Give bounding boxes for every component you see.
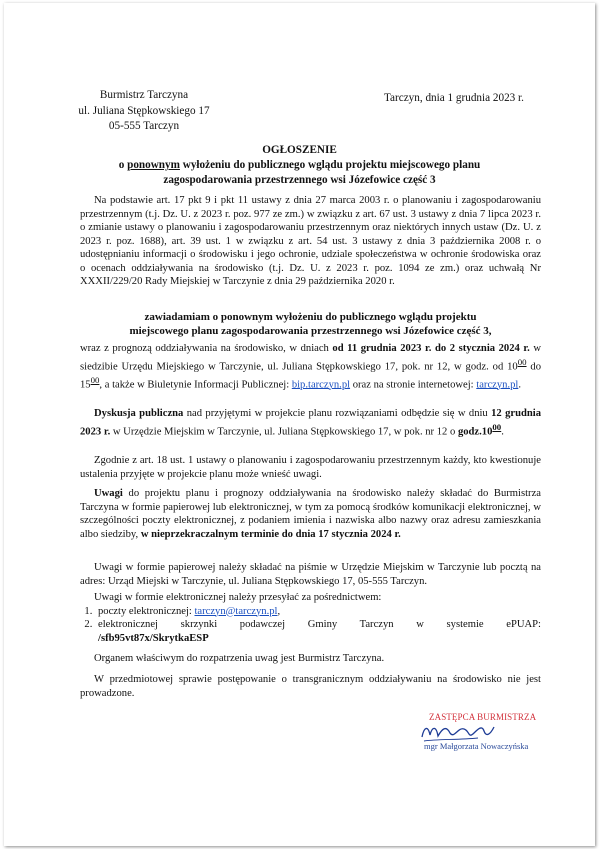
remarks-paragraph <box>80 487 541 541</box>
signature-stamp-title: ZASTĘPCA BURMISTRZA <box>429 712 537 722</box>
dates-text-3: do <box>526 361 541 373</box>
submission-channels-list <box>80 605 541 632</box>
paper-remarks-paragraph <box>80 561 541 588</box>
hour-to-minutes: 00 <box>90 374 100 385</box>
bip-link[interactable]: bip.tarczyn.pl <box>291 379 351 391</box>
announcement-subtitle-line1 <box>44 158 555 173</box>
dates-text-4: , a także w Biuletynie Informacji Publicznej: <box>99 379 292 391</box>
discussion-text-1: nad przyjętymi w projekcie planu rozwiązaniami odbędzie się w dniu <box>183 408 492 419</box>
hour-to: 15 <box>80 379 91 391</box>
sender-address <box>64 88 224 135</box>
email-link[interactable]: tarczyn@tarczyn.pl <box>194 605 278 617</box>
remarks-deadline: w nieprzekraczalnym terminie do dnia 17 stycznia 2024 r. <box>140 528 401 540</box>
legal-basis-text: Na podstawie art. 17 pkt 9 i pkt 11 ustawy z dnia 27 marca 2003 r. o planowaniu i zagospodarowaniu przestrzennym (t.j. Dz. U. z 2023 r. poz. 977 ze zm.) w związku z art. 67 ust. 3 ustawy z dnia 7 lipca 2023 r. o zmianie ustawy o planowaniu i zagospodarowaniu przestrzennym oraz niektórych innych ustaw (Dz. U. z 2023 r. poz. 1688), art. 39 ust. 1 w związku z art. 54 ust. 3 ustawy z dnia 3 października 2008 r. o udostępnianiu informacji o środowisku i jego ochronie, udziale społeczeństwa w ochronie środowiska oraz o ocenach oddziaływania na środowisko (t.j. Dz. U. z 2023 r. poz. 1094 ze zm.) oraz uchwałą Nr XXXII/229/20 Rady Miejskiej w Tarczynie z dnia 29 października 2020 r. <box>80 195 541 287</box>
epuap-label: elektronicznej skrzynki podawczej Gminy Tarczyn w systemie ePUAP: <box>98 619 541 630</box>
paper-remarks-text: Uwagi w formie papierowej należy składać na piśmie w Urzędzie Miejskim w Tarczynie lub pocztą na adres: Urząd Miejski w Tarczynie, ul. Juliana Stępkowskiego 17, 05-555 Tarczyn. <box>80 562 541 587</box>
discussion-paragraph <box>80 407 541 439</box>
legal-basis-paragraph <box>80 194 541 289</box>
dates-text-6: . <box>518 379 521 391</box>
subtitle-underlined-word: ponownym <box>127 159 180 171</box>
dates-paragraph <box>80 342 541 392</box>
sender-postal: 05-555 Tarczyn <box>108 120 180 132</box>
dates-text-1: wraz z prognozą oddziaływania na środowisko, w dniach <box>80 343 333 354</box>
remarks-label: Uwagi <box>94 488 123 499</box>
discussion-hour-minutes: 00 <box>492 421 502 432</box>
sender-street: ul. Juliana Stępkowskiego 17 <box>78 104 210 117</box>
electronic-remarks-section <box>80 591 541 645</box>
notice-line2: miejscowego planu zagospodarowania przestrzennego wsi Józefowice część 3, <box>129 324 492 337</box>
announcement-title: OGŁOSZENIE <box>262 144 337 156</box>
website-link[interactable]: tarczyn.pl <box>476 379 519 391</box>
notice-statement <box>80 311 541 338</box>
transboundary-text: W przedmiotowej sprawie postępowanie o transgranicznym oddziaływaniu na środowisko nie jest prowadzone. <box>80 674 541 699</box>
electronic-remarks-intro: Uwagi w formie elektronicznej należy przesyłać za pośrednictwem: <box>94 592 382 603</box>
sender-name: Burmistrz Tarczyna <box>99 89 189 101</box>
discussion-hour: godz.10 <box>457 426 493 438</box>
list-item-email <box>95 605 541 619</box>
art18-text: Zgodnie z art. 18 ust. 1 ustawy o planowaniu i zagospodarowaniu przestrzennym każdy, kto kwestionuje ustalenia przyjęte w projekcie planu może wnieść uwagi. <box>80 455 541 480</box>
list-item-epuap <box>95 618 541 632</box>
epuap-address: /sfb95vt87x/SkrytkaESP <box>98 632 209 644</box>
remarks-text: do projektu planu i prognozy oddziaływania na środowisko należy składać do Burmistrza Tarczyna w formie papierowej lub elektronicznej, w tym za pomocą środków komunikacji elektronicznej, w szczególności poczty elektronicznej, z podaniem imienia i nazwiska albo nazwy oraz adresu zamieszkania albo siedziby, <box>80 488 541 540</box>
discussion-text-2: w Urzędzie Miejskim w Tarczynie, ul. Juliana Stępkowskiego 17, w pok. nr 12 o <box>110 426 458 438</box>
signature-stamp-name: mgr Małgorzata Nowaczyńska <box>424 741 529 751</box>
authority-text: Organem właściwym do rozpatrzenia uwag jest Burmistrz Tarczyna. <box>94 653 385 664</box>
dates-period: od 11 grudnia 2023 r. do 2 stycznia 2024 r. <box>332 343 530 354</box>
dates-text-2: w siedzibie Urzędu Miejskiego w Tarczynie, ul. Juliana Stępkowskiego 17, pok. nr 12, w godz. od <box>80 343 541 373</box>
transboundary-paragraph <box>80 673 541 700</box>
art18-paragraph <box>80 454 541 481</box>
discussion-label: Dyskusja publiczna <box>94 408 184 419</box>
place-date: Tarczyn, dnia 1 grudnia 2023 r. <box>384 92 524 104</box>
notice-line1: zawiadamiam o ponownym wyłożeniu do publicznego wglądu projektu <box>144 311 477 323</box>
email-comma: , <box>277 605 281 617</box>
subtitle-prefix: o <box>118 159 128 171</box>
announcement-heading <box>44 143 555 188</box>
authority-paragraph <box>80 652 541 666</box>
hour-from-minutes: 00 <box>517 356 527 367</box>
email-label: poczty elektronicznej: <box>98 605 195 617</box>
hour-from: 10 <box>507 361 518 373</box>
subtitle-rest: wyłożeniu do publicznego wglądu projektu miejscowego planu <box>179 159 481 171</box>
dates-text-5: oraz na stronie internetowej: <box>350 379 477 391</box>
discussion-date: 12 grudnia 2023 r. <box>80 408 541 438</box>
document-page <box>4 3 595 846</box>
announcement-subtitle-line2: zagospodarowania przestrzennego wsi Józefowice część 3 <box>163 174 436 186</box>
discussion-text-3: . <box>501 426 504 438</box>
